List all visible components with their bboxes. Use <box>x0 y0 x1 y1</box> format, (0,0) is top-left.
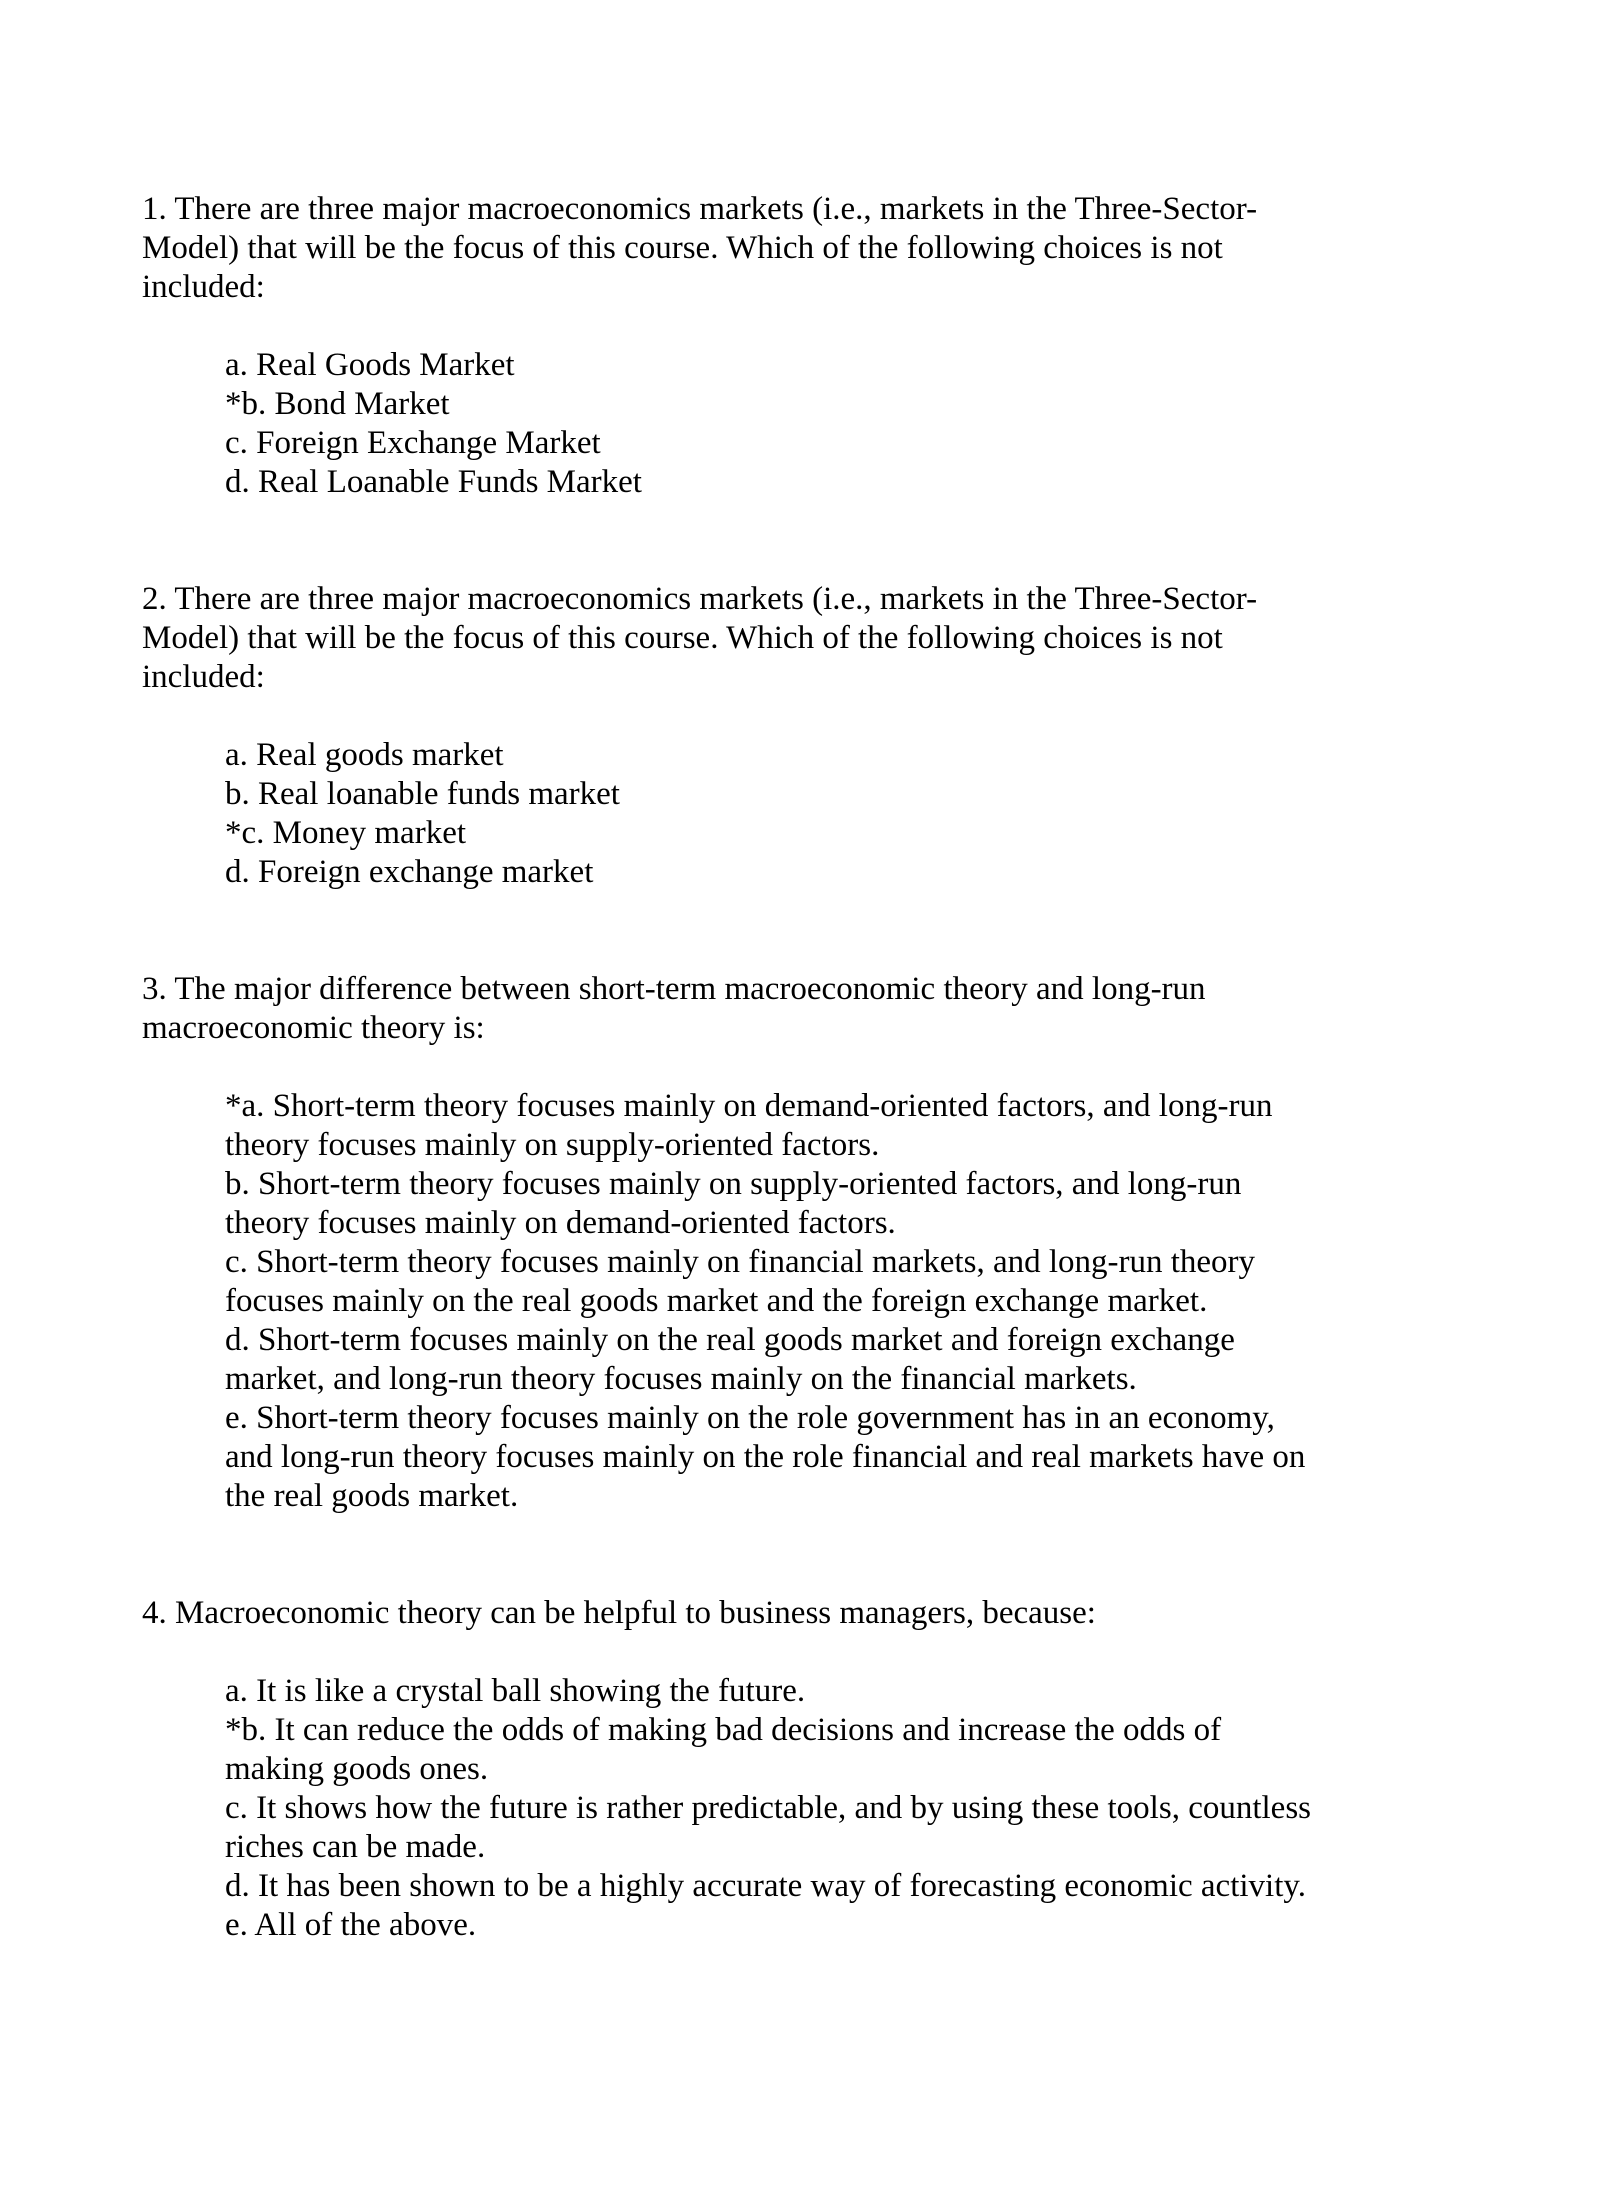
question-stem <box>142 580 1480 697</box>
answer-option-line: a. Real Goods Market <box>225 347 515 383</box>
answer-option-line: d. Foreign exchange market <box>225 854 594 890</box>
answer-option-line: c. Foreign Exchange Market <box>225 425 601 461</box>
question-stem <box>142 970 1480 1048</box>
answer-option <box>225 424 1480 463</box>
question-stem-line: Model) that will be the focus of this course. Which of the following choices is not <box>142 620 1223 656</box>
question-stem-line: 3. The major difference between short-term macroeconomic theory and long-run <box>142 971 1206 1007</box>
answer-option <box>225 1165 1480 1243</box>
answer-option <box>225 1243 1480 1321</box>
question-options <box>225 346 1480 502</box>
question-stem-line: 4. Macroeconomic theory can be helpful to business managers, because: <box>142 1595 1096 1631</box>
answer-option-line: focuses mainly on the real goods market and the foreign exchange market. <box>225 1283 1208 1319</box>
answer-option-line: *b. Bond Market <box>225 386 450 422</box>
answer-option <box>225 385 1480 424</box>
answer-option <box>225 1906 1480 1945</box>
answer-option <box>225 1399 1480 1516</box>
answer-option <box>225 736 1480 775</box>
question-options <box>225 1087 1480 1516</box>
answer-option <box>225 1789 1480 1867</box>
answer-option-line: a. Real goods market <box>225 737 504 773</box>
answer-option-line: *c. Money market <box>225 815 467 851</box>
question-stem-line: 1. There are three major macroeconomics markets (i.e., markets in the Three-Sector- <box>142 191 1258 227</box>
answer-option-line: *a. Short-term theory focuses mainly on demand-oriented factors, and long-run <box>225 1088 1273 1124</box>
answer-option <box>225 1321 1480 1399</box>
answer-option <box>225 463 1480 502</box>
question-block-3 <box>142 970 1480 1516</box>
answer-option-line: e. Short-term theory focuses mainly on the role government has in an economy, <box>225 1400 1275 1436</box>
answer-option-line: market, and long-run theory focuses mainly on the financial markets. <box>225 1361 1137 1397</box>
answer-option-line: *b. It can reduce the odds of making bad decisions and increase the odds of <box>225 1712 1222 1748</box>
question-block-1 <box>142 190 1480 502</box>
answer-option-line: d. It has been shown to be a highly accurate way of forecasting economic activity. <box>225 1868 1306 1904</box>
answer-option-line: d. Real Loanable Funds Market <box>225 464 642 500</box>
answer-option <box>225 775 1480 814</box>
question-stem-line: Model) that will be the focus of this course. Which of the following choices is not <box>142 230 1223 266</box>
question-stem <box>142 190 1480 307</box>
questions-container <box>142 190 1480 1945</box>
answer-option-line: riches can be made. <box>225 1829 486 1865</box>
question-options <box>225 736 1480 892</box>
question-block-2 <box>142 580 1480 892</box>
answer-option-line: d. Short-term focuses mainly on the real goods market and foreign exchange <box>225 1322 1235 1358</box>
answer-option-line: theory focuses mainly on demand-oriented factors. <box>225 1205 896 1241</box>
answer-option-line: b. Real loanable funds market <box>225 776 620 812</box>
question-options <box>225 1672 1480 1945</box>
answer-option <box>225 1867 1480 1906</box>
answer-option <box>225 1087 1480 1165</box>
answer-option <box>225 1672 1480 1711</box>
answer-option <box>225 346 1480 385</box>
answer-option <box>225 1711 1480 1789</box>
question-stem-line: included: <box>142 269 265 305</box>
answer-option-line: e. All of the above. <box>225 1907 477 1943</box>
answer-option-line: the real goods market. <box>225 1478 519 1514</box>
answer-option-line: theory focuses mainly on supply-oriented factors. <box>225 1127 880 1163</box>
answer-option <box>225 814 1480 853</box>
answer-option-line: making goods ones. <box>225 1751 489 1787</box>
question-block-4 <box>142 1594 1480 1945</box>
answer-option-line: b. Short-term theory focuses mainly on supply-oriented factors, and long-run <box>225 1166 1242 1202</box>
answer-option <box>225 853 1480 892</box>
question-stem-line: included: <box>142 659 265 695</box>
answer-option-line: c. Short-term theory focuses mainly on financial markets, and long-run theory <box>225 1244 1256 1280</box>
question-stem <box>142 1594 1480 1633</box>
question-stem-line: macroeconomic theory is: <box>142 1010 485 1046</box>
answer-option-line: a. It is like a crystal ball showing the future. <box>225 1673 806 1709</box>
question-stem-line: 2. There are three major macroeconomics markets (i.e., markets in the Three-Sector- <box>142 581 1258 617</box>
answer-option-line: and long-run theory focuses mainly on the role financial and real markets have on <box>225 1439 1306 1475</box>
answer-option-line: c. It shows how the future is rather predictable, and by using these tools, countless <box>225 1790 1312 1826</box>
